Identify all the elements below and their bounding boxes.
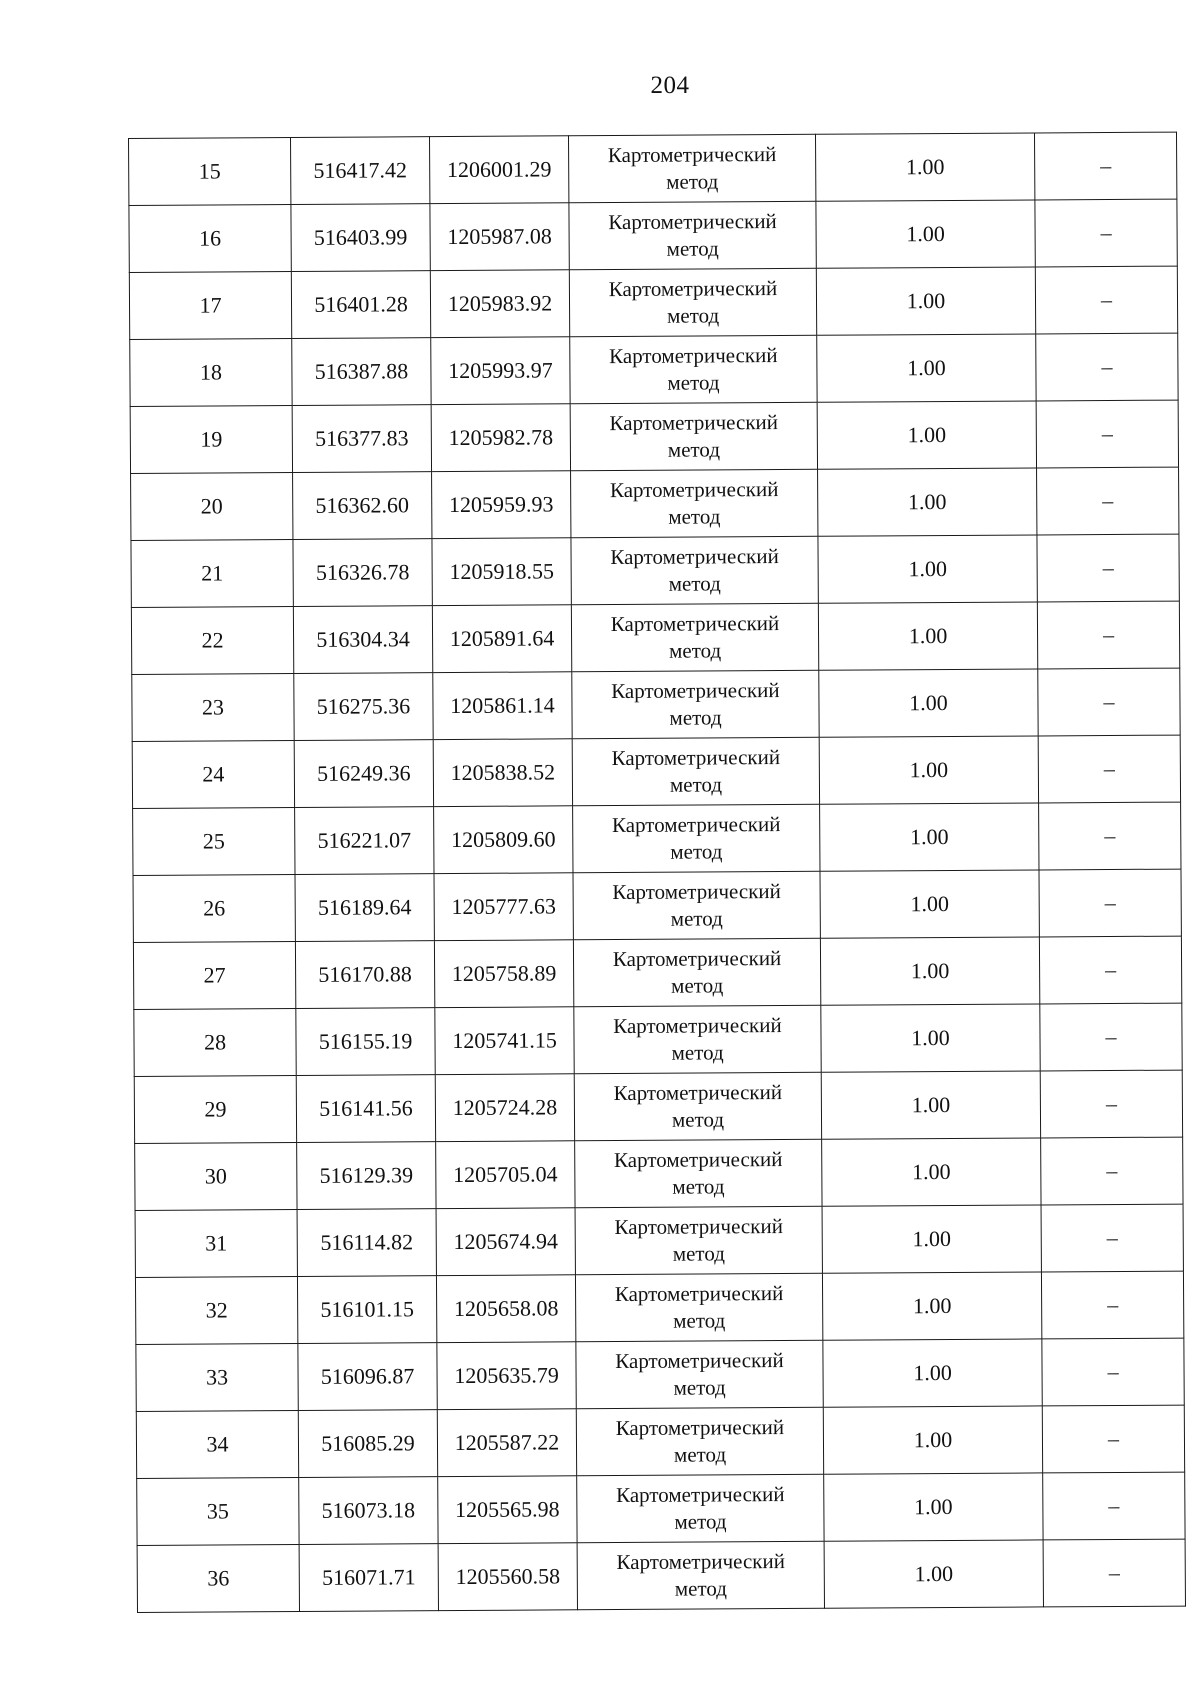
method-text-line: Картометрический [613, 1080, 783, 1106]
method-text-line: метод [672, 1174, 725, 1199]
accuracy-cell: 1.00 [819, 736, 1038, 804]
description-cell: – [1037, 467, 1179, 535]
point-number-cell: 27 [133, 941, 295, 1009]
description-cell: – [1037, 534, 1179, 602]
method-text-line: метод [671, 973, 724, 998]
method-text-line: Картометрический [608, 209, 777, 235]
y-coordinate-cell: 1205587.22 [437, 1409, 576, 1477]
method-text-line: Картометрический [612, 946, 782, 972]
page-number: 204 [650, 72, 690, 99]
y-coordinate-cell: 1205560.58 [438, 1543, 577, 1611]
method-cell [572, 737, 819, 806]
method-text-line: метод [671, 1040, 724, 1065]
method-cell [573, 871, 820, 940]
point-number-cell: 26 [133, 874, 295, 942]
method-cell [575, 1273, 822, 1342]
description-cell: – [1035, 199, 1177, 267]
point-number-cell: 36 [137, 1544, 299, 1612]
method-text-line: метод [670, 906, 723, 931]
y-coordinate-cell: 1205809.60 [434, 806, 573, 874]
point-number-cell: 35 [137, 1477, 299, 1545]
y-coordinate-cell: 1205959.93 [432, 471, 571, 539]
table-row [130, 333, 1178, 406]
x-coordinate-cell: 516114.82 [297, 1209, 436, 1277]
description-cell: – [1039, 869, 1181, 937]
y-coordinate-cell: 1205635.79 [437, 1342, 576, 1410]
x-coordinate-cell: 516189.64 [295, 874, 434, 942]
method-text-line: Картометрический [614, 1281, 784, 1307]
accuracy-cell: 1.00 [818, 535, 1037, 603]
y-coordinate-cell: 1205983.92 [430, 270, 569, 338]
method-cell [570, 335, 817, 404]
table-row [133, 869, 1181, 942]
method-text-line: метод [674, 1576, 727, 1601]
y-coordinate-cell: 1205918.55 [432, 538, 571, 606]
table-row [131, 467, 1179, 540]
table-row [135, 1137, 1183, 1210]
x-coordinate-cell: 516377.83 [292, 405, 431, 473]
accuracy-cell: 1.00 [822, 1205, 1041, 1273]
description-cell: – [1042, 1405, 1184, 1473]
method-text-line: Картометрический [609, 410, 779, 436]
method-text-line: Картометрический [614, 1214, 783, 1240]
x-coordinate-cell: 516362.60 [293, 472, 432, 540]
method-text-line: Картометрический [609, 343, 778, 369]
description-cell: – [1043, 1472, 1185, 1540]
method-cell [569, 201, 816, 270]
point-number-cell: 24 [132, 740, 294, 808]
x-coordinate-cell: 516326.78 [293, 539, 432, 607]
table-row [137, 1472, 1185, 1545]
method-text-line: Картометрический [613, 1013, 782, 1039]
method-cell [576, 1340, 823, 1409]
table-row [130, 400, 1178, 473]
description-cell: – [1040, 1070, 1182, 1138]
table-row [133, 802, 1181, 875]
point-number-cell: 33 [136, 1343, 298, 1411]
y-coordinate-cell: 1205777.63 [434, 873, 573, 941]
point-number-cell: 30 [135, 1142, 297, 1210]
method-text-line: метод [671, 1107, 725, 1132]
description-cell: – [1042, 1338, 1184, 1406]
description-cell: – [1036, 400, 1178, 468]
table-row [135, 1271, 1183, 1344]
table-row [131, 601, 1179, 674]
description-cell: – [1041, 1271, 1183, 1339]
method-text-line: метод [672, 1241, 725, 1266]
method-text-line: Картометрический [607, 142, 777, 168]
method-text-line: метод [666, 236, 719, 261]
point-number-cell: 31 [135, 1209, 297, 1277]
coordinates-table [128, 132, 1186, 1613]
accuracy-cell: 1.00 [819, 669, 1038, 737]
point-number-cell: 20 [131, 473, 293, 541]
x-coordinate-cell: 516141.56 [296, 1075, 435, 1143]
accuracy-cell: 1.00 [816, 200, 1035, 268]
method-text-line: метод [670, 839, 723, 864]
method-text-line: Картометрический [611, 678, 780, 704]
x-coordinate-cell: 516275.36 [294, 673, 433, 741]
point-number-cell: 32 [135, 1276, 297, 1344]
y-coordinate-cell: 1205838.52 [433, 739, 572, 807]
method-cell [574, 1005, 821, 1074]
table-row [129, 199, 1177, 272]
method-text-line: Картометрический [609, 477, 779, 503]
accuracy-cell: 1.00 [824, 1540, 1043, 1608]
table-row [136, 1338, 1184, 1411]
method-text-line: метод [669, 638, 722, 663]
method-text-line: метод [666, 169, 719, 194]
method-text-line: метод [668, 571, 721, 596]
method-text-line: метод [667, 437, 721, 462]
method-cell [577, 1474, 824, 1543]
x-coordinate-cell: 516073.18 [299, 1477, 438, 1545]
y-coordinate-cell: 1205993.97 [431, 337, 570, 405]
table-row [129, 132, 1177, 205]
x-coordinate-cell: 516155.19 [296, 1008, 435, 1076]
accuracy-cell: 1.00 [815, 133, 1034, 201]
point-number-cell: 21 [131, 539, 293, 607]
method-text-line: метод [674, 1509, 727, 1534]
method-text-line: метод [667, 370, 720, 395]
y-coordinate-cell: 1205724.28 [435, 1074, 574, 1142]
y-coordinate-cell: 1205982.78 [431, 404, 570, 472]
method-cell [571, 536, 818, 605]
method-text-line: метод [673, 1308, 726, 1333]
accuracy-cell: 1.00 [820, 937, 1039, 1005]
accuracy-cell: 1.00 [820, 803, 1039, 871]
table-row [133, 936, 1181, 1009]
method-text-line: Картометрический [615, 1348, 784, 1374]
method-text-line: метод [668, 504, 721, 529]
table-row [137, 1539, 1185, 1612]
x-coordinate-cell: 516249.36 [294, 740, 433, 808]
accuracy-cell: 1.00 [822, 1272, 1041, 1340]
method-cell [574, 1072, 821, 1141]
table-row [136, 1405, 1184, 1478]
method-text-line: Картометрический [611, 812, 781, 838]
method-cell [571, 469, 818, 538]
method-text-line: метод [669, 705, 722, 730]
description-cell: – [1038, 668, 1180, 736]
description-cell: – [1039, 802, 1181, 870]
accuracy-cell: 1.00 [818, 468, 1037, 536]
x-coordinate-cell: 516101.15 [297, 1276, 436, 1344]
table-row [134, 1070, 1182, 1143]
point-number-cell: 17 [129, 272, 291, 340]
x-coordinate-cell: 516071.71 [299, 1544, 438, 1612]
method-cell [577, 1541, 824, 1610]
method-cell [573, 938, 820, 1007]
accuracy-cell: 1.00 [817, 401, 1036, 469]
description-cell: – [1038, 735, 1180, 803]
point-number-cell: 16 [129, 205, 291, 273]
description-cell: – [1037, 601, 1179, 669]
accuracy-cell: 1.00 [824, 1473, 1043, 1541]
method-text-line: метод [666, 303, 720, 328]
x-coordinate-cell: 516387.88 [292, 338, 431, 406]
point-number-cell: 34 [136, 1410, 298, 1478]
x-coordinate-cell: 516304.34 [293, 606, 432, 674]
method-text-line: Картометрический [615, 1482, 785, 1508]
table-row [134, 1003, 1182, 1076]
x-coordinate-cell: 516401.28 [291, 271, 430, 339]
description-cell: – [1043, 1539, 1185, 1607]
x-coordinate-cell: 516403.99 [291, 204, 430, 272]
method-cell [571, 603, 818, 672]
table-row [131, 534, 1179, 607]
method-cell [575, 1206, 822, 1275]
method-cell [575, 1139, 822, 1208]
x-coordinate-cell: 516129.39 [297, 1142, 436, 1210]
table-row [129, 266, 1177, 339]
method-text-line: Картометрический [610, 544, 779, 570]
y-coordinate-cell: 1205861.14 [433, 672, 572, 740]
y-coordinate-cell: 1205658.08 [436, 1275, 575, 1343]
y-coordinate-cell: 1205758.89 [434, 940, 573, 1008]
point-number-cell: 19 [130, 406, 292, 474]
accuracy-cell: 1.00 [821, 1071, 1040, 1139]
method-text-line: Картометрический [611, 745, 781, 771]
method-cell [569, 268, 816, 337]
method-text-line: метод [669, 772, 723, 797]
accuracy-cell: 1.00 [817, 334, 1036, 402]
method-text-line: Картометрический [608, 276, 778, 302]
description-cell: – [1036, 333, 1178, 401]
point-number-cell: 23 [132, 673, 294, 741]
point-number-cell: 25 [133, 807, 295, 875]
y-coordinate-cell: 1205741.15 [435, 1007, 574, 1075]
method-text-line: Картометрический [610, 611, 780, 637]
x-coordinate-cell: 516170.88 [295, 941, 434, 1009]
description-cell: – [1041, 1204, 1183, 1272]
y-coordinate-cell: 1205705.04 [436, 1141, 575, 1209]
accuracy-cell: 1.00 [822, 1138, 1041, 1206]
y-coordinate-cell: 1205987.08 [430, 203, 569, 271]
method-text-line: метод [673, 1442, 727, 1467]
point-number-cell: 22 [131, 606, 293, 674]
description-cell: – [1040, 1003, 1182, 1071]
table-row [135, 1204, 1183, 1277]
accuracy-cell: 1.00 [820, 870, 1039, 938]
y-coordinate-cell: 1206001.29 [429, 136, 568, 204]
table-row [132, 668, 1180, 741]
method-cell [573, 804, 820, 873]
accuracy-cell: 1.00 [821, 1004, 1040, 1072]
method-cell [572, 670, 819, 739]
point-number-cell: 28 [134, 1008, 296, 1076]
description-cell: – [1035, 266, 1177, 334]
y-coordinate-cell: 1205565.98 [438, 1476, 577, 1544]
x-coordinate-cell: 516096.87 [298, 1343, 437, 1411]
description-cell: – [1041, 1137, 1183, 1205]
method-text-line: метод [673, 1375, 726, 1400]
method-cell [576, 1407, 823, 1476]
accuracy-cell: 1.00 [823, 1339, 1042, 1407]
x-coordinate-cell: 516221.07 [295, 807, 434, 875]
method-cell [570, 402, 817, 471]
x-coordinate-cell: 516417.42 [291, 137, 430, 205]
method-text-line: Картометрический [616, 1549, 786, 1575]
description-cell: – [1039, 936, 1181, 1004]
method-text-line: Картометрический [612, 879, 781, 905]
point-number-cell: 29 [134, 1075, 296, 1143]
method-text-line: Картометрический [615, 1415, 785, 1441]
y-coordinate-cell: 1205674.94 [436, 1208, 575, 1276]
method-text-line: Картометрический [613, 1147, 783, 1173]
y-coordinate-cell: 1205891.64 [432, 605, 571, 673]
x-coordinate-cell: 516085.29 [298, 1410, 437, 1478]
accuracy-cell: 1.00 [823, 1406, 1042, 1474]
point-number-cell: 18 [130, 339, 292, 407]
table-body [129, 132, 1186, 1612]
accuracy-cell: 1.00 [818, 602, 1037, 670]
table-row [132, 735, 1180, 808]
accuracy-cell: 1.00 [816, 267, 1035, 335]
method-cell [568, 134, 815, 203]
point-number-cell: 15 [129, 138, 291, 206]
description-cell: – [1034, 132, 1176, 200]
